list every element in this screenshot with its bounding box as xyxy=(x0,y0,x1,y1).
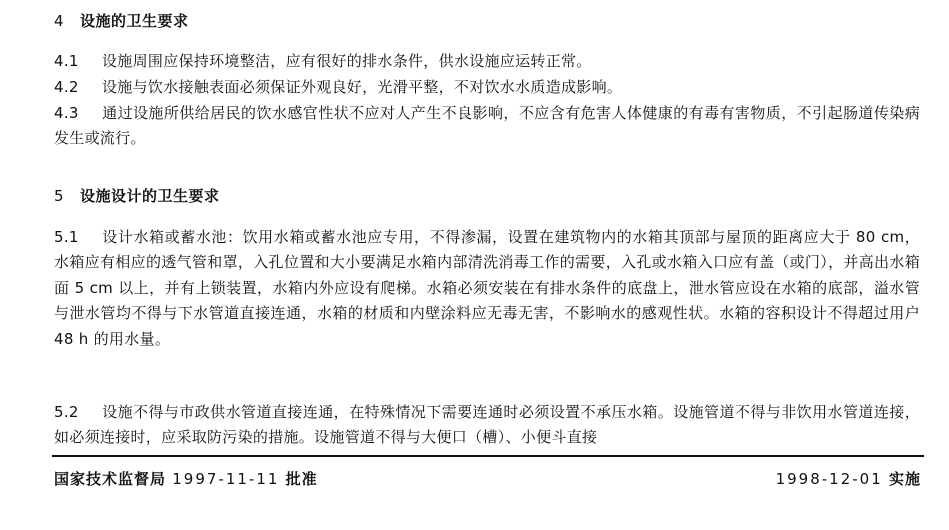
clause-4-1-number: 4.1 xyxy=(54,52,79,70)
clause-4-3 xyxy=(54,101,920,152)
section-5-number: 5 xyxy=(54,187,65,205)
clause-5-1-number: 5.1 xyxy=(54,228,79,246)
approval-note xyxy=(54,468,318,489)
effective-note xyxy=(776,468,921,489)
issuer-name: 国家技术监督局 xyxy=(54,470,167,488)
clause-5-1 xyxy=(54,225,920,352)
clause-4-2-number: 4.2 xyxy=(54,78,79,96)
section-5-title: 设施设计的卫生要求 xyxy=(80,187,220,205)
effective-date: 1998-12-01 xyxy=(775,470,883,488)
clause-4-2 xyxy=(54,75,920,100)
clause-5-2-text: 设施不得与市政供水管道直接连通，在特殊情况下需要连通时必须设置不承压水箱。设施管道不得与非饮用水管道连接，如必须连接时，应采取防污染的措施。设施管道不得与大便口（槽）、小便斗直接 xyxy=(54,403,920,447)
approval-label: 批准 xyxy=(285,470,318,488)
effective-label: 实施 xyxy=(888,470,921,488)
section-4-number: 4 xyxy=(54,12,65,30)
approval-date: 1997-11-11 xyxy=(172,470,280,488)
section-4-title: 设施的卫生要求 xyxy=(80,12,189,30)
clause-4-1-text: 设施周围应保持环境整洁，应有很好的排水条件，供水设施应运转正常。 xyxy=(102,52,592,70)
clause-5-2-number: 5.2 xyxy=(54,403,79,421)
clause-4-3-number: 4.3 xyxy=(54,104,79,122)
section-4-heading xyxy=(54,10,189,31)
clause-5-1-text: 设计水箱或蓄水池：饮用水箱或蓄水池应专用，不得渗漏，设置在建筑物内的水箱其顶部与屋顶的距离应大于 80 cm，水箱应有相应的透气管和罩，入孔位置和大小要满足水箱内部清洗消毒工作的需要，入孔或水箱入口应有盖（或门），并高出水箱面 5 cm 以上，并有上锁装置，水箱内外应设有爬梯。水箱必须安装在有排水条件的底盘上，泄水管应设在水箱的底部，溢水管与泄水管均不得与下水管道直接连通，水箱的材质和内壁涂料应无毒无害，不影响水的感观性状。水箱的容积设计不得超过用户 48 h 的用水量。 xyxy=(54,228,920,348)
clause-4-1 xyxy=(54,49,920,74)
section-5-heading xyxy=(54,185,220,206)
clause-4-3-text: 通过设施所供给居民的饮水感官性状不应对人产生不良影响，不应含有危害人体健康的有毒有害物质，不引起肠道传染病发生或流行。 xyxy=(54,104,920,148)
clause-4-2-text: 设施与饮水接触表面必须保证外观良好，光滑平整，不对饮水水质造成影响。 xyxy=(102,78,623,96)
clause-5-2 xyxy=(54,400,920,451)
footer-divider xyxy=(52,455,924,457)
